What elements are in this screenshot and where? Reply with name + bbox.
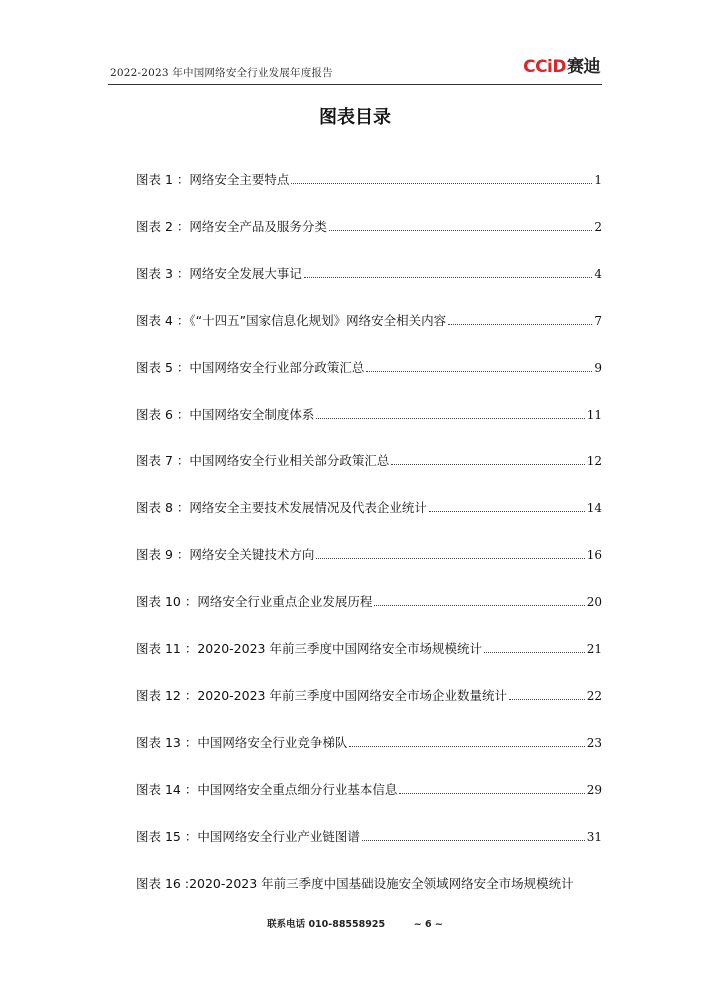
toc-entry-label: 图表 4 ：《“十四五”国家信息化规划》网络安全相关内容 [136,312,447,328]
toc-entry-label: 图表 7 ：中国网络安全行业相关部分政策汇总 [136,453,390,469]
toc-entry-label: 图表 14 ：中国网络安全重点细分行业基本信息 [136,781,398,797]
toc-entry-label: 图表 15 ：中国网络安全行业产业链图谱 [136,828,360,844]
toc-entry-label: 图表 10 ：网络安全行业重点企业发展历程 [136,594,373,610]
toc-entry-leader [374,604,584,606]
toc-entry-label: 图表 1 ：网络安全主要特点 [136,172,290,187]
toc-entry-label: 图表 11 ：2020-2023 年前三季度中国网络安全市场规模统计 [136,641,482,656]
toc-entry-page: 2 [594,219,602,234]
toc-entry-leader [316,417,584,419]
toc-entry-page: 9 [594,360,602,375]
toc-entry-page: 14 [586,501,602,516]
toc-entry[interactable] [136,492,602,516]
toc-entry-label: 图表 16 :2020-2023 年前三季度中国基础设施安全领域网络安全市场规模统计 [136,875,574,891]
footer-phone: 010-88558925 [308,919,386,930]
toc-entry-leader [291,182,592,184]
toc-entry-leader [484,651,585,653]
toc-entry-label: 图表 6 ：中国网络安全制度体系 [136,406,315,422]
ccid-logo [523,52,600,77]
toc-entry-page: 12 [586,454,602,469]
toc-entry[interactable] [136,680,602,704]
toc-entry-page: 21 [586,642,602,656]
toc-entry[interactable] [136,211,602,235]
toc-entry[interactable] [136,399,602,423]
page-header [108,52,602,85]
toc-entry-page: 29 [586,782,602,797]
toc-entry[interactable] [136,164,602,188]
toc-entry-page: 11 [586,407,602,422]
toc-entry-page: 7 [594,313,602,328]
toc-entry[interactable] [136,727,602,751]
toc-entry-leader [316,557,584,559]
toc-entry-leader [399,792,584,794]
toc-entry-leader [429,510,585,512]
logo-cn: 赛迪 [567,57,600,77]
toc-entry-label: 图表 13 ：中国网络安全行业竞争梯队 [136,734,348,750]
toc-entry-label: 图表 9 ：网络安全关键技术方向 [136,547,315,563]
toc-entry-label: 图表 12 ：2020-2023 年前三季度中国网络安全市场企业数量统计 [136,687,507,703]
toc-entry-page: 20 [586,595,602,610]
toc-entry-page: 23 [586,735,602,750]
toc-entry[interactable] [136,586,602,610]
toc-entry-leader [391,463,584,465]
toc-entry[interactable] [136,352,602,376]
toc-entry[interactable] [136,445,602,469]
toc-entry-leader [448,323,592,325]
toc-entry[interactable] [136,821,602,845]
toc-entry-label: 图表 5 ：中国网络安全行业部分政策汇总 [136,359,365,375]
toc-entry[interactable] [136,539,602,563]
toc-entry-leader [509,698,585,700]
page-footer [0,916,710,930]
toc-entry-page: 4 [594,266,602,281]
toc-entry-leader [329,229,592,231]
toc-entry-leader [362,839,585,841]
toc-entry[interactable] [136,305,602,329]
toc-entry-label: 图表 2 ：网络安全产品及服务分类 [136,218,327,234]
toc-entry[interactable] [136,633,602,657]
toc-entry[interactable] [136,774,602,798]
footer-page-number: ~ 6 ~ [413,919,443,930]
footer-phone-label: 联系电话 [267,919,306,930]
toc-entry-leader [304,276,592,278]
toc-entry-label: 图表 3 ：网络安全发展大事记 [136,265,302,281]
toc-entry-leader [349,745,584,747]
toc-entry-label: 图表 8 ：网络安全主要技术发展情况及代表企业统计 [136,500,427,516]
toc-entry-leader [366,370,592,372]
toc-entry[interactable] [136,258,602,282]
toc-entry-page: 16 [586,548,602,563]
logo-latin: CCiD [523,57,566,77]
header-title: 2022-2023 年中国网络安全行业发展年度报告 [110,67,333,79]
page-title: 图表目录 [319,107,391,128]
toc-entry-page: 22 [586,688,602,703]
toc-entry-page: 1 [594,173,602,187]
toc-entry-page: 31 [586,829,602,844]
toc-entry[interactable] [136,868,602,892]
